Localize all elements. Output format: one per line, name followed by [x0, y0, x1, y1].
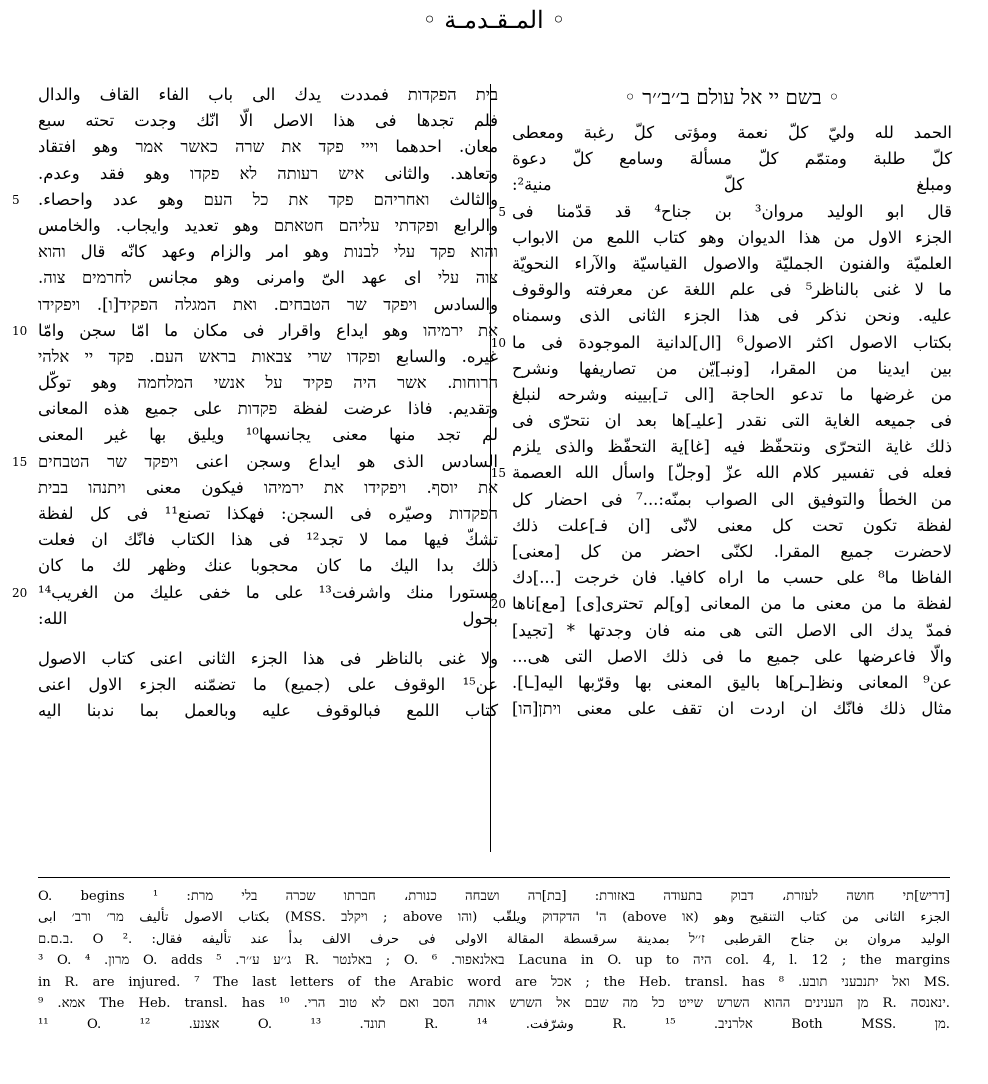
text-line	[512, 696, 952, 722]
line-text: تشكّ فيها مما لا تجد¹² فى هذا الكتاب فانّك ان فعلت	[38, 530, 498, 550]
line-text: את ירמיהו وهو ايداع واقرار فى مكان ما امّا سجن وامّا	[38, 320, 498, 340]
line-text: كتاب اللمع فبالوقوف عليه وبالعمل بما ندبنا اليه	[38, 701, 498, 721]
line-text: بحول الله:	[38, 608, 498, 628]
text-line	[490, 330, 952, 356]
line-text: הרוחות. אשר היה פקיד על אנשי המלחמה وهو توكّل	[38, 373, 498, 393]
text-line	[512, 146, 952, 172]
text-line	[512, 251, 952, 277]
page-header	[0, 6, 988, 34]
line-text: الفاظا ما⁸ على حسب ما اراه كافيا. فان خرجت [...]دك	[512, 568, 952, 588]
text-line	[498, 199, 952, 225]
text-line	[512, 565, 952, 591]
line-text: ذلك غاية التحرّى ونتحفّظ فيه [غا]ية التحفّظ والذى يلزم	[512, 437, 952, 457]
footnote-line: in R. are injured. ⁷ The last letters of the Arabic word are אכל ; the Heb. transl. has ואל יתנבעני תובע. ⁸ MS.	[38, 974, 950, 990]
text-line	[512, 172, 952, 198]
text-line	[512, 408, 952, 434]
line-text: والسادس ויפקד שר הטבחים. ואת המגלה הפקיד[ו]. ויפקידו	[38, 294, 498, 314]
line-text: فمدّ يدك الى الاصل التى هى منه فان وجدتها * [تجيد]	[512, 620, 952, 640]
line-number: 5	[498, 204, 506, 219]
line-number: 5	[12, 192, 20, 207]
footnote-line: ¹¹ O. אצנע. ¹² O. תונד. ¹³ R. وشرّفت. ¹⁴ R. אלרניב. ¹⁵ Both MSS. מן.	[38, 1017, 950, 1033]
footnote-rule	[38, 877, 950, 878]
line-text: والّا فاعرضها على جميع ما فى ذلك الاصل التى هى...	[512, 646, 952, 666]
text-line	[512, 513, 952, 539]
text-line	[512, 120, 952, 146]
line-text: את יוסף. ויפקידו את ירמיהו فيكون معنى ויתנהו בבית	[38, 477, 498, 497]
right-column-title: ◦ בשם יי אל עולם ב׳׳ב׳׳ר ◦	[624, 85, 840, 109]
text-line	[38, 396, 498, 422]
line-text: وتقديم. فاذا عرضت لفظة פקדות على جميع هذه المعانى	[38, 399, 498, 419]
line-text: من غرضها ما تدعو الحاجة [الى تـ]بيينه وشرحه لنبلغ	[512, 384, 952, 404]
text-line	[38, 422, 498, 448]
line-text: غيره. والسابع ופקדו שרי צבאות בראש העם. פקד יי אלהי	[38, 346, 498, 366]
text-line	[38, 501, 498, 527]
text-line	[38, 134, 498, 160]
line-text: בית הפקדות فمددت يدك الى باب الفاء القاف والدال	[38, 85, 498, 104]
text-line	[512, 670, 952, 696]
footnote-line: الوليد مروان بن جناح القرطبى ז׳׳ל بمدينة سرقسطة المقالة الاولى فى حرف الالف بدأ عند تأليفه فقال: .O ² .ב.ם.ם	[38, 931, 950, 947]
text-line	[38, 475, 498, 501]
text-line	[12, 449, 498, 475]
text-line	[38, 213, 498, 239]
line-text: من الخطأ والتوفيق الى الصواب بمنّه:...⁷ فى احضار كل	[512, 489, 952, 509]
line-text: وتعاهد. والثانى איש רעותה לא פקדו وهو فقد وعدم.	[38, 163, 498, 183]
line-text: مستورا منك واشرفت¹³ على ما خفى عليك من الغريب¹⁴	[38, 582, 499, 602]
line-number: 10	[490, 335, 506, 350]
text-line	[38, 527, 498, 553]
line-text: والثالث ואחריהם פקד את כל העם وهو عدد واحصاء.	[38, 189, 498, 209]
text-line	[512, 434, 952, 460]
line-text: كلّ طلبة ومتمّم كلّ مسألة وسامع كلّ دعوة	[512, 149, 952, 169]
line-number: 15	[490, 466, 506, 481]
page-title: ◦ المـقـدمـة ◦	[422, 6, 566, 34]
line-text: فعله فى تفسير كلام الله عزّ [وجلّ] واسأل الله العصمة	[512, 463, 952, 483]
line-text: لفظة ما من معنى ما من المعانى [و]لم تحترى[ى] [مع]ناها	[512, 594, 952, 614]
text-line	[12, 318, 498, 344]
text-line	[38, 292, 498, 318]
text-line	[38, 161, 498, 187]
text-line	[12, 187, 498, 213]
text-line	[38, 239, 498, 265]
line-number: 20	[490, 597, 506, 612]
line-text: ولا غنى بالناظر فى هذا الجزء الثانى اعنى كتاب الاصول	[38, 648, 498, 668]
footnotes	[38, 886, 950, 1036]
footnote-line: [דריש]תי חושה לעזרת، דבוק בתעודה באזורת: [בת]רה ושבחה כנורת، חברתו שכרה בלי מרת: ¹ O. begins	[38, 889, 950, 904]
text-line	[12, 580, 499, 606]
line-text: الحمد لله وليّ كلّ نعمة ومؤتى كلّ رغبة ومعطى	[512, 123, 952, 142]
line-text: فى جميعه الغاية التى نقدر [عليـ]ها بعد ان نتحرّى فى	[512, 411, 952, 431]
line-text: ومبلغ كلّ منية²:	[512, 175, 952, 195]
line-text: لم تجد منها معنى يجانسها¹⁰ ويليق بها غير المعنى	[38, 425, 498, 445]
text-line	[512, 618, 952, 644]
text-line	[490, 460, 952, 486]
text-line	[38, 606, 498, 632]
line-text: والرابع ופקדתי עליהם חטאתם وهو تعديد وايجاب. والخامس	[38, 215, 498, 235]
footnote-line: אמא. ⁹ The Heb. transl. has מן הענינים ההוא השרש שייט כל מה שבם אל השרש אותה הסב ואם לא טוב הרי. ¹⁰ R. ינאנסה.	[38, 995, 950, 1011]
text-line	[512, 382, 952, 408]
line-text: السادس الذى هو ايداع وسجن اعنى ויפקד שר הטבחים	[38, 451, 498, 471]
text-line	[512, 644, 952, 670]
line-number: 10	[12, 323, 28, 338]
line-text: צוה עלי اى عهد الىّ وامرنى وهو مجانس לחרמים צוה.	[38, 268, 498, 288]
text-line	[38, 108, 498, 134]
text-line	[490, 591, 952, 617]
line-text: لاحضرت جميع المقرا. لكنّى احضر من كل [معنى]	[512, 542, 952, 561]
text-line	[38, 265, 498, 291]
line-text: قال ابو الوليد مروان³ بن جناح⁴ قد قدّمنا فى	[512, 201, 952, 221]
text-line	[38, 553, 498, 579]
line-text: عن⁹ المعانى ونظ[ـر]ها باليق المعنى بها وقرّبها اليه[ـا].	[512, 672, 952, 692]
right-column	[490, 82, 952, 722]
line-text: مثال ذلك فانّك ان اردت ان تقف على معنى ויתן[הו]	[512, 699, 952, 719]
line-text: العلميّة والفنون الجمليّة والاصول القياسيّة والآراء النحويّة	[512, 253, 952, 273]
text-line	[38, 672, 498, 698]
text-line	[38, 370, 498, 396]
line-text: ما لا غنى بالناظر⁵ فى علم اللغة عن معرفته والوقوف	[512, 280, 952, 300]
text-line	[512, 303, 952, 329]
line-text: لفظة تكون تحت كل معنى لانّى [ان فـ]علت ذلك	[512, 515, 952, 535]
text-line	[512, 277, 952, 303]
line-number: 20	[12, 585, 28, 600]
line-text: فلم تجدها فى هذا الاصل الّا انّك وجدت تحته سبع	[38, 111, 498, 131]
text-line	[512, 225, 952, 251]
footnote-line: ³ O. מרון. ⁴ O. adds ג׳׳ע ע׳׳ר. ⁵ R. באלנטר ; O. באלנאפור. ⁶ Lacuna in O. up to היה col. 4, l. 12 ; the margins	[38, 953, 950, 969]
text-line	[512, 487, 952, 513]
line-text: بين ايدينا من المقرا، [ونبـ]يّن من تصاريفها ونشرح	[512, 358, 952, 378]
line-text: הפקדות وصيّره فى السجن: فهكذا تصنع¹¹ فى كل لفظة	[38, 504, 498, 523]
line-text: الجزء الاول من هذا الديوان وهو كتاب اللمع من الابواب	[512, 227, 952, 247]
line-text: معان. احدهما וייי פקד את שרה כאשר אמר وهو افتقاد	[38, 137, 498, 157]
text-line	[38, 646, 498, 672]
line-text: והוא פקד עלי לבנות وهو امر والزام وعهد كانّه قال והוא	[38, 242, 498, 262]
text-line	[512, 539, 952, 565]
line-text: عليه. ونحن نذكر فى هذا الجزء الثانى الذى وسمناه	[512, 306, 952, 326]
text-line	[38, 82, 498, 108]
line-number: 15	[12, 454, 28, 469]
line-text: ذلك بدا اليك ما كان محجوبا عنك وظهر لك ما كان	[38, 556, 498, 576]
line-text: عن¹⁵ الوقوف على (جميع) ما تضمّنه الجزء الاول اعنى	[38, 675, 498, 695]
left-column	[12, 82, 499, 725]
text-line	[38, 698, 498, 724]
line-text: بكتاب الاصول اكثر الاصول⁶ [ال]لدانية الموجودة فى ما	[512, 332, 952, 352]
text-line	[512, 356, 952, 382]
footnote-line: الجزء الثانى من كتاب التنقيح وهو (או above) ה' הדקדוק ويلقّب (והו above ; ויקלב .MSS) بكتاب الاصول تأليف מר׳ ורב׳ ابى	[38, 910, 950, 926]
text-line	[38, 344, 498, 370]
paragraph-gap	[38, 632, 498, 646]
